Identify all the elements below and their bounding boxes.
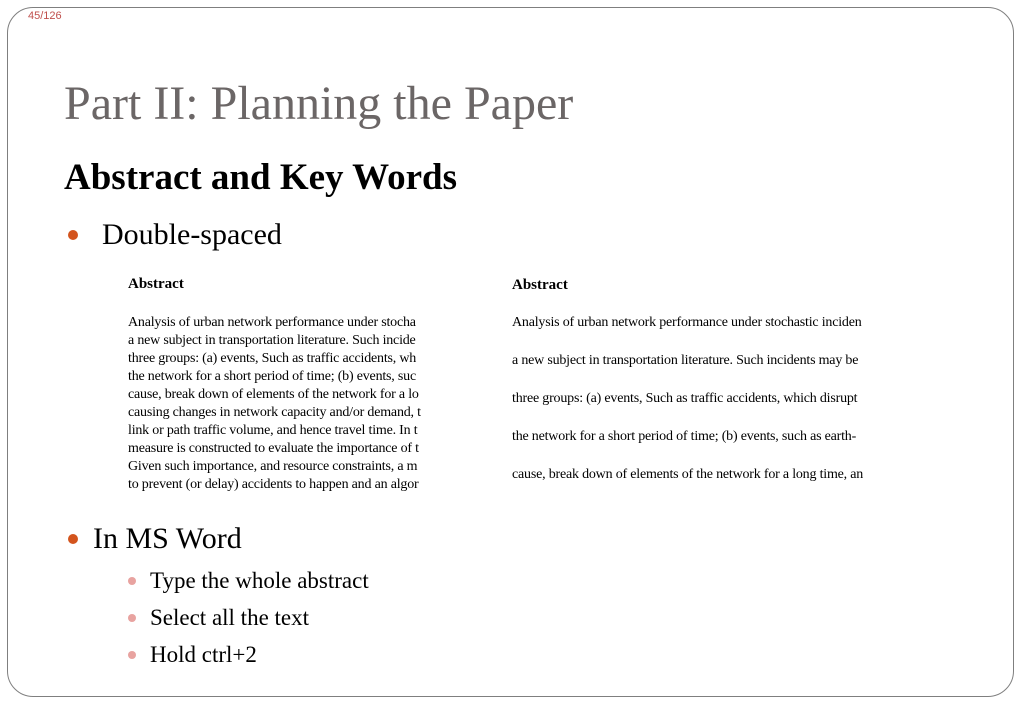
sub-bullet-hold-ctrl-2: [128, 642, 257, 668]
sub-bullet-text: Hold ctrl+2: [150, 642, 257, 667]
sample-line: cause, break down of elements of the network for a lo: [128, 387, 419, 402]
sample-line: three groups: (a) events, Such as traffic accidents, wh: [128, 351, 417, 366]
sample-line: Analysis of urban network performance under stocha: [128, 315, 416, 330]
single-spaced-abstract-sample: [128, 274, 484, 506]
bullet-text: Double-spaced: [102, 218, 282, 251]
sample-line: to prevent (or delay) accidents to happen and an algor: [128, 477, 419, 492]
bullet-double-spaced: [68, 218, 282, 252]
sample-line: measure is constructed to evaluate the importance of t: [128, 441, 419, 456]
bullet-dot-icon: [68, 230, 78, 240]
sub-bullet-text: Select all the text: [150, 605, 310, 630]
page-number: 45/126: [28, 10, 62, 22]
sample-heading: Abstract: [512, 277, 568, 293]
bullet-text: In MS Word: [93, 522, 242, 555]
sample-line: Analysis of urban network performance under stochastic inciden: [512, 315, 862, 330]
sub-bullet-dot-icon: [128, 614, 136, 622]
sample-line: Given such importance, and resource constraints, a m: [128, 459, 418, 474]
slide-title: Part II: Planning the Paper: [64, 77, 574, 130]
sample-heading: Abstract: [128, 276, 184, 292]
bullet-in-ms-word: [68, 522, 242, 556]
sample-line: a new subject in transportation literature. Such incide: [128, 333, 416, 348]
sample-line: a new subject in transportation literature. Such incidents may be: [512, 353, 859, 368]
sub-bullet-text: Type the whole abstract: [150, 568, 369, 593]
sub-bullet-dot-icon: [128, 577, 136, 585]
sample-line: cause, break down of elements of the network for a long time, an: [512, 467, 864, 482]
sample-line: link or path traffic volume, and hence travel time. In t: [128, 423, 418, 438]
sample-line: the network for a short period of time; (b) events, suc: [128, 369, 416, 384]
sub-bullet-type-abstract: [128, 568, 369, 594]
sub-bullet-dot-icon: [128, 651, 136, 659]
sample-line: three groups: (a) events, Such as traffic accidents, which disrupt: [512, 391, 858, 406]
double-spaced-abstract-sample: [512, 274, 936, 492]
bullet-dot-icon: [68, 534, 78, 544]
sample-line: the network for a short period of time; (b) events, such as earth-: [512, 429, 857, 444]
sample-line: causing changes in network capacity and/or demand, t: [128, 405, 421, 420]
section-heading: Abstract and Key Words: [64, 157, 457, 198]
sub-bullet-select-text: [128, 605, 309, 631]
